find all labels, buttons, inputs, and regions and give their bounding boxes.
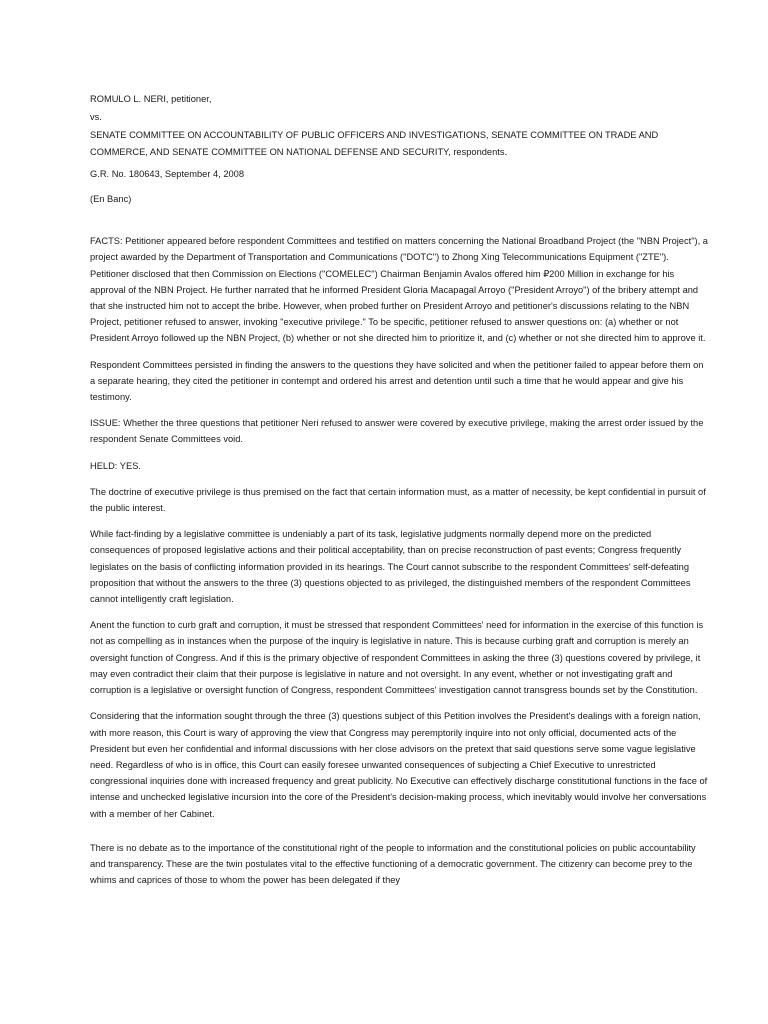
issue-paragraph: ISSUE: Whether the three questions that petitioner Neri refused to answer were covered by executive privilege, making the arrest order issued by the respondent Senate Committees void. [90,418,704,445]
versus-line: vs. [90,112,102,123]
held-paragraph-1: The doctrine of executive privilege is thus premised on the fact that certain information must, as a matter of necessity, be kept confidential in pursuit of the public interest. [90,486,706,514]
facts-paragraph: FACTS: Petitioner appeared before respondent Committees and testified on matters concerning the National Broadband Project (the "NBN Project"), a project awarded by the Department of Transportation and Communications ("DOTC") to Zhong Xing Telecommunications Equipment ("ZTE"). Petitioner disclosed that then Commission on Elections ("COMELEC") Chairman Benjamin Avalos offered him ₽200 Million in exchange for his approval of the NBN Project. He further narrated that he informed President Gloria Macapagal Arroyo ("President Arroyo") of the bribery attempt and that she instructed him not to accept the bribe. However, when probed further on President Arroyo and petitioner's discussions relating to the NBN Project, petitioner refused to answer, invoking "executive privilege." To be specific, petitioner refused to answer questions on: (a) whether or not President Arroyo followed up the NBN Project, (b) whether or not she directed him to prioritize it, and (c) whether or not she directed him to approve it. [90,236,708,344]
held-paragraph-5: There is no debate as to the importance of the constitutional right of the people to information and the constitutional policies on public accountability and transparency. These are the twin postulates vital to the effective functioning of a democratic government. The citizenry can become prey to the whims and caprices of those to whom the power has been delegated if they [90,842,696,886]
case-number: G.R. No. 180643, September 4, 2008 [90,168,245,179]
section-spacer [90,207,708,233]
held-paragraph-4: Considering that the information sought through the three (3) questions subject of this Petition involves the President's dealings with a foreign nation, with more reason, this Court is wary of approving the view that Congress may peremptorily inquire into not only official, documented acts of the President but even her confidential and informal discussions with her close advisors on the pretext that said questions serve some vague legislative need. Regardless of who is in office, this Court can easily foresee unwanted consequences of subjecting a Chief Executive to unrestricted congressional inquiries done with increased frequency and great publicity. No Executive can effectively discharge constitutional functions in the face of intense and unchecked legislative incursion into the core of the President's decision-making process, which inevitably would involve her conversations with a member of her Cabinet. [90,711,708,819]
facts-paragraph-2: Respondent Committees persisted in finding the answers to the questions they have solicited and when the petitioner failed to appear before them on a separate hearing, they cited the petitioner in contempt and ordered his arrest and detention until such a time that he would appear and give his testimony. [90,359,704,403]
held-paragraph-2: While fact-finding by a legislative committee is undeniably a part of its task, legislative judgments normally depend more on the predicted consequences of proposed legislative actions and their political acceptability, than on precise reconstruction of past events; Congress frequently legislates on the basis of conflicting information provided in its hearings. The Court cannot subscribe to the respondent Committees' self-defeating proposition that without the answers to the three (3) questions objected to as privileged, the distinguished members of the respondent Committees cannot intelligently craft legislation. [90,529,691,605]
held-heading: HELD: YES. [90,460,141,471]
case-caption [90,91,708,207]
court-division: (En Banc) [90,194,132,205]
petitioner-line: ROMULO L. NERI, petitioner, [90,94,212,104]
respondents-line: SENATE COMMITTEE ON ACCOUNTABILITY OF PUBLIC OFFICERS AND INVESTIGATIONS, SENATE COMMITTEE ON TRADE AND COMMERCE, AND SENATE COMMITTEE ON NATIONAL DEFENSE AND SECURITY, respondents. [90,130,659,157]
held-paragraph-3: Anent the function to curb graft and corruption, it must be stressed that respondent Committees' need for information in the exercise of this function is not as compelling as in instances when the purpose of the inquiry is legislative in nature. This is because curbing graft and corruption is merely an oversight function of Congress. And if this is the primary objective of respondent Committees in asking the three (3) questions covered by privilege, it may even contradict their claim that their purpose is legislative in nature and not oversight. In any event, whether or not investigating graft and corruption is a legislative or oversight function of Congress, respondent Committees' investigation cannot transgress bounds set by the Constitution. [90,620,704,696]
